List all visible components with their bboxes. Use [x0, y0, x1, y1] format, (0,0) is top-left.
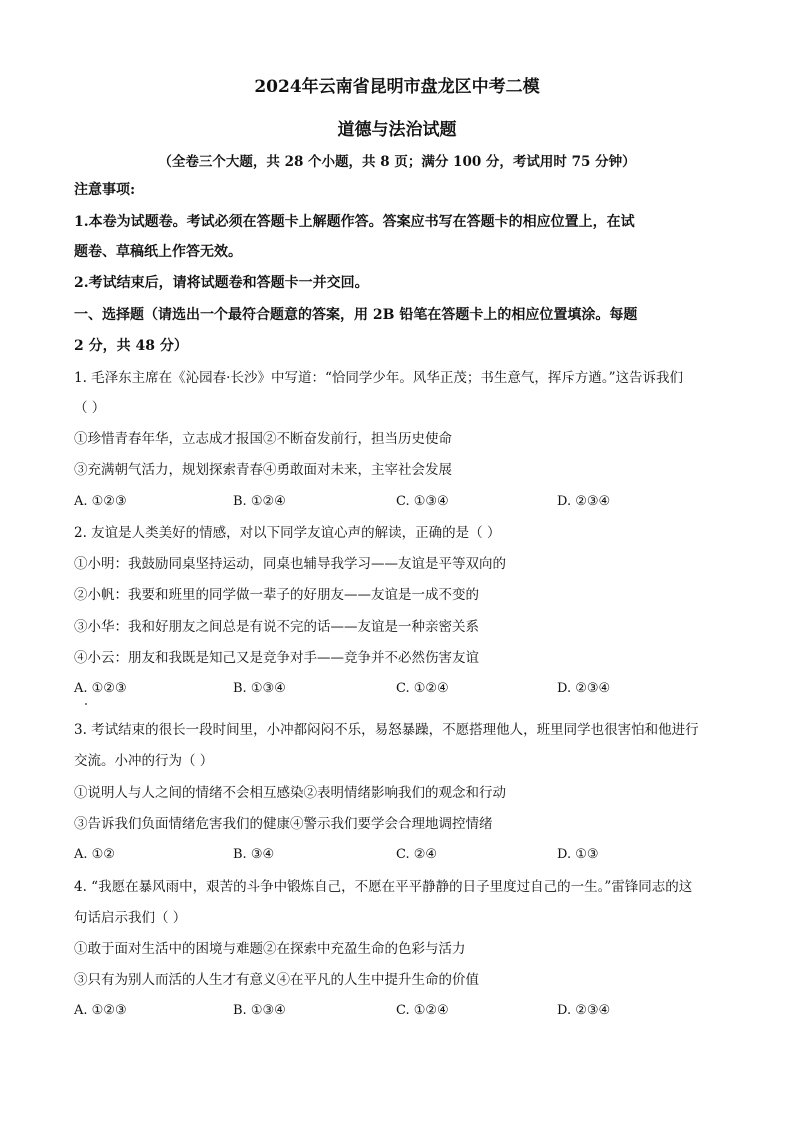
question-1-option-c[interactable]: C. ①③④: [396, 494, 449, 509]
question-1-option-a[interactable]: A. ①②③: [74, 494, 127, 509]
question-2-statement-2: ②小帆：我要和班里的同学做一辈子的好朋友——友谊是一成不变的: [74, 587, 479, 603]
question-4-option-c[interactable]: C. ①②④: [396, 1003, 449, 1018]
notes-heading: 注意事项:: [74, 182, 136, 198]
question-2-option-c[interactable]: C. ①②④: [396, 681, 449, 696]
question-3-option-d[interactable]: D. ①③: [557, 847, 599, 862]
question-2-statement-3: ③小华：我和好朋友之间总是有说不完的话——友谊是一种亲密关系: [74, 619, 479, 635]
question-3-statement-2: ③告诉我们负面情绪危害我们的健康④警示我们要学会合理地调控情绪: [74, 816, 493, 832]
question-1-statement-1: ①珍惜青春年华，立志成才报国②不断奋发前行，担当历史使命: [74, 431, 452, 447]
question-3-option-c[interactable]: C. ②④: [396, 847, 438, 862]
question-4-stem-line-2: 句话启示我们（ ）: [74, 910, 187, 926]
question-4-statement-2: ③只有为别人而活的人生才有意义④在平凡的人生中提升生命的价值: [74, 972, 479, 988]
question-1-stem-line-1: 1. 毛泽东主席在《沁园春·长沙》中写道：“恰同学少年。风华正茂；书生意气，挥斥方遒。”这告诉我们: [74, 370, 684, 386]
question-3-statement-1: ①说明人与人之间的情绪不会相互感染②表明情绪影响我们的观念和行动: [74, 785, 506, 801]
question-3-option-a[interactable]: A. ①②: [74, 847, 115, 862]
section-1-heading-line-1: 一、选择题（请选出一个最符合题意的答案，用 2B 铅笔在答题卡上的相应位置填涂。每题: [74, 307, 638, 323]
question-4-option-a[interactable]: A. ①②③: [74, 1003, 127, 1018]
question-4-option-d[interactable]: D. ②③④: [557, 1003, 611, 1018]
question-4-stem-line-1: 4. “我愿在暴风雨中，艰苦的斗争中锻炼自己，不愿在平平静静的日子里度过自己的一生。”雷锋同志的这: [74, 879, 693, 895]
notes-item-2: 2.考试结束后，请将试题卷和答题卡一并交回。: [74, 275, 369, 291]
question-4-statement-1: ①敢于面对生活中的困境与难题②在探索中充盈生命的色彩与活力: [74, 941, 466, 957]
question-3-stem-line-1: 3. 考试结束的很长一段时间里，小冲都闷闷不乐，易怒暴躁，不愿搭理他人，班里同学也很害怕和他进行: [74, 722, 699, 738]
question-2-option-d[interactable]: D. ②③④: [557, 681, 611, 696]
question-1-option-d[interactable]: D. ②③④: [557, 494, 611, 509]
exam-subject: 道德与法治试题: [337, 120, 457, 140]
section-1-heading-line-2: 2 分，共 48 分）: [74, 338, 188, 354]
question-2-stem: 2. 友谊是人类美好的情感，对以下同学友谊心声的解读，正确的是（ ）: [74, 525, 501, 541]
question-3-stem-line-2: 交流。小冲的行为（ ）: [74, 753, 214, 769]
question-2-option-b[interactable]: B. ①③④: [233, 681, 286, 696]
question-4-option-b[interactable]: B. ①③④: [233, 1003, 286, 1018]
question-3-option-b[interactable]: B. ③④: [233, 847, 275, 862]
question-2-statement-4: ④小云：朋友和我既是知己又是竞争对手——竞争并不必然伤害友谊: [74, 650, 479, 666]
question-2-option-a[interactable]: A. ①②③: [74, 681, 127, 696]
notes-item-1-line-1: 1.本卷为试题卷。考试必须在答题卡上解题作答。答案应书写在答题卡的相应位置上，在试: [74, 214, 635, 230]
exam-title: 2024年云南省昆明市盘龙区中考二模: [254, 77, 540, 97]
question-1-statement-2: ③充满朝气活力，规划探索青春④勇敢面对未来，主宰社会发展: [74, 462, 452, 478]
notes-item-1-line-2: 题卷、草稿纸上作答无效。: [74, 244, 242, 260]
stray-dot-mark: [85, 703, 87, 705]
question-2-statement-1: ①小明：我鼓励同桌坚持运动，同桌也辅导我学习——友谊是平等双向的: [74, 556, 506, 572]
exam-info: （全卷三个大题，共 28 个小题，共 8 页；满分 100 分，考试用时 75 分钟）: [158, 154, 636, 170]
question-1-stem-line-2: （ ）: [74, 400, 106, 416]
question-1-option-b[interactable]: B. ①②④: [233, 494, 286, 509]
